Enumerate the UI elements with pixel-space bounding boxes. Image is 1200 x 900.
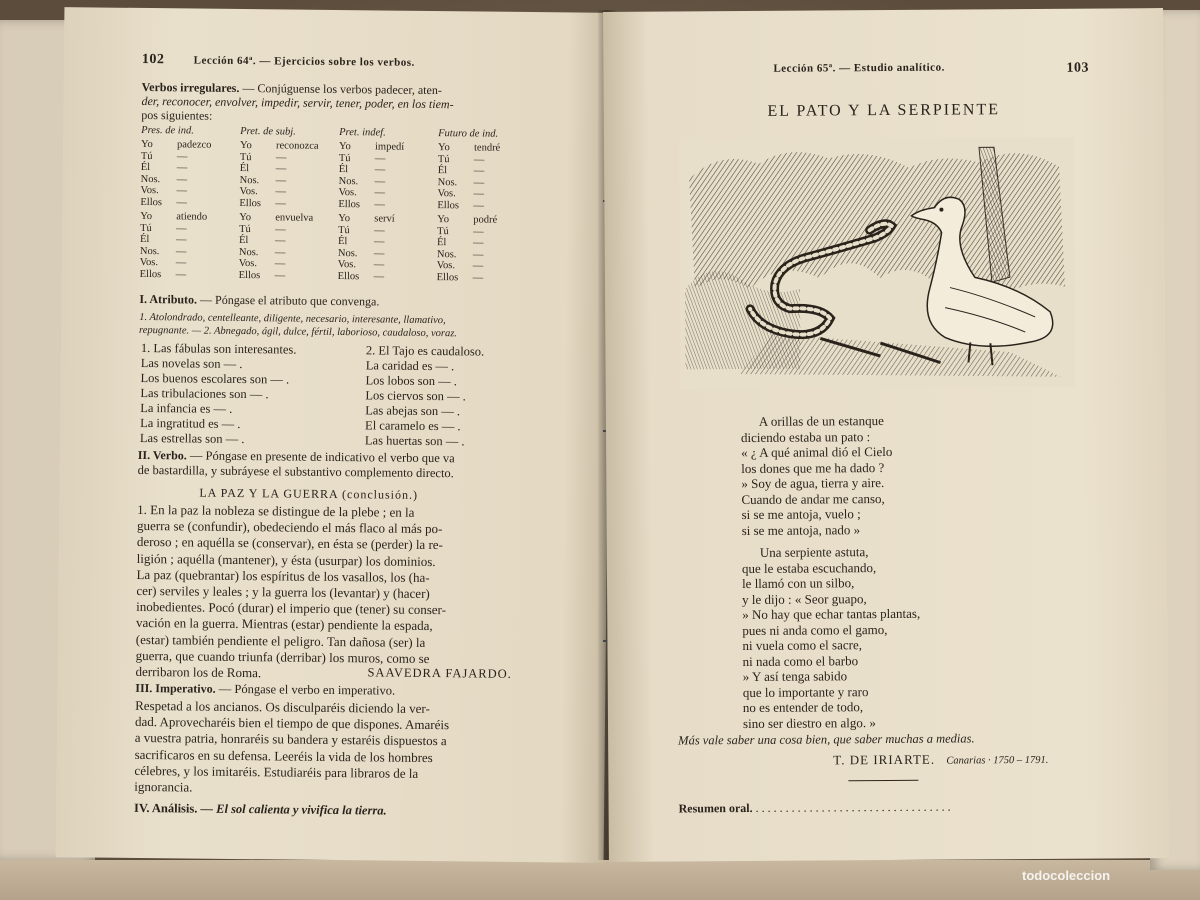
verb-form: — — [274, 258, 286, 270]
pronoun: Nos. — [338, 175, 359, 187]
left-page — [56, 7, 613, 863]
pronoun: Ellos — [337, 270, 360, 282]
verb-form: — — [373, 247, 385, 260]
pronoun: Tú — [239, 151, 252, 163]
pronoun: Nos. — [140, 173, 161, 185]
verb-form: reconozca — [275, 140, 319, 152]
conjugation-table-2 — [140, 211, 537, 284]
pronoun: Nos. — [337, 247, 358, 259]
imperative-passage — [134, 698, 545, 800]
exercise-column-1 — [140, 341, 366, 448]
verb-form: — — [274, 269, 286, 281]
verb-form: — — [175, 257, 187, 269]
pronoun: Ellos — [238, 269, 261, 281]
attribute-list-line-1: 1. Atolondrado, centelleante, diligente, necesario, interesante, llamativo, — [139, 311, 446, 327]
pronoun: Él — [139, 233, 150, 246]
exercise-sentence: Los buenos escolares son — . — [140, 370, 290, 387]
pronoun: Él — [140, 161, 151, 174]
verb-form: — — [472, 237, 484, 249]
verbs-intro — [141, 80, 454, 125]
right-page-number: 103 — [1066, 60, 1089, 76]
pronoun: Él — [436, 237, 447, 249]
poem-verse: Cuando de andar me canso, — [741, 490, 885, 507]
reading-title: LA PAZ Y LA GUERRA (conclusión.) — [199, 485, 419, 502]
poem-verse: « ¿ A qué animal dió el Cielo — [741, 443, 893, 461]
pronoun: Ellos — [437, 199, 460, 211]
verb-form: — — [275, 186, 287, 198]
reading-line: La paz (quebrantar) los espíritus de los vasallos, los (ha- — [136, 566, 430, 585]
poem-verse: y le dijo : « Seor guapo, — [742, 590, 867, 607]
pronoun: Nos. — [436, 248, 457, 260]
conjugation-table-1 — [140, 139, 537, 212]
exercise-sentence: 2. El Tajo es caudaloso. — [365, 343, 485, 359]
pronoun: Yo — [437, 142, 450, 154]
reading-line: derribaron los de Roma. — [135, 663, 262, 681]
right-page — [603, 8, 1169, 862]
verb-form: — — [473, 176, 485, 189]
reading-line: guerra, que cuando triunfa (derribar) los muros, como se — [135, 647, 430, 666]
pronoun: Nos. — [437, 176, 458, 188]
verb-form: tendré — [473, 142, 501, 154]
exercise-sentence: Las estrellas son — . — [139, 430, 245, 447]
pronoun: Yo — [437, 214, 450, 226]
pronoun: Él — [337, 236, 348, 248]
poem-author: T. DE IRIARTE. — [833, 751, 936, 768]
reading-line: ligión ; aquélla (mantener), y ésta (usurpar) los dominios. — [136, 550, 436, 569]
verb-form: envuelva — [275, 212, 314, 224]
poem-verse: que lo importante y raro — [742, 683, 869, 700]
tense-headers — [141, 125, 537, 141]
pronoun: Yo — [140, 138, 153, 151]
pronoun: Nos. — [239, 174, 260, 186]
attribute-exercise-columns — [140, 341, 591, 451]
pronoun: Ellos — [338, 198, 361, 210]
exercise-sentence: 1. Las fábulas son interesantes. — [140, 340, 297, 357]
exercise-column-2 — [365, 343, 591, 450]
verb-form: — — [275, 151, 287, 163]
poem-verse: que le estaba escuchando, — [741, 559, 877, 576]
pronoun: Yo — [239, 140, 252, 152]
reading-author: SAAVEDRA FAJARDO. — [367, 665, 512, 681]
section-2-line2: de bastardilla, y subráyese el substantivo complemento directo. — [137, 462, 454, 481]
verb-form: — — [175, 245, 187, 257]
tense-header: Pret. indef. — [339, 127, 386, 139]
section-1-title: I. Atributo. — [139, 291, 198, 307]
exercise-sentence: Las novelas son — . — [140, 355, 243, 372]
pronoun: Ellos — [139, 268, 162, 280]
imperative-line: dad. Aprovecharéis bien el tiempo de que dispones. Amaréis — [134, 714, 450, 733]
right-page-header: Lección 65ª. — Estudio analítico. — [773, 61, 945, 75]
verbs-intro-title: Verbos irregulares. — [141, 79, 240, 95]
section-1-heading — [139, 291, 379, 310]
pronoun: Tú — [338, 224, 350, 236]
reading-line: deroso ; en aquélla se (conservar), en ésta se (perder) la re- — [136, 534, 444, 553]
verb-form: — — [275, 223, 286, 235]
pronoun: Tú — [239, 223, 251, 235]
pronoun: Yo — [338, 213, 351, 225]
poem-verse: A orillas de un estanque — [758, 413, 884, 429]
verb-form: — — [275, 174, 287, 186]
watermark-text: todocoleccion — [1022, 868, 1111, 883]
pronoun: Tú — [338, 152, 351, 164]
exercise-sentence: Las huertas son — . — [364, 433, 465, 449]
verb-form: — — [275, 197, 286, 209]
pronoun: Vos. — [337, 259, 357, 271]
verb-form: — — [373, 236, 385, 248]
poem-verse: si se me antoja, nado » — [741, 521, 861, 538]
oral-summary-line — [679, 800, 951, 817]
verb-form: — — [275, 163, 287, 175]
pronoun: Vos. — [338, 187, 357, 199]
poem-moral: Más vale saber una cosa bien, que saber muchas a medias. — [678, 731, 975, 748]
imperative-line: a vuestra patria, honraréis su bandera y estaréis dispuestos a — [134, 730, 447, 749]
verb-form: — — [473, 153, 485, 166]
reading-line: guerra se (confundir), obedeciendo el más flaco al más po- — [136, 518, 443, 537]
verb-form: — — [373, 259, 385, 271]
pronoun: Nos. — [238, 246, 259, 258]
duck-and-serpent-engraving — [679, 137, 1076, 390]
verb-form: — — [472, 248, 484, 261]
reading-line: (estar) también pendiente el peligro. Tan dañosa (ser) la — [135, 631, 426, 650]
verb-form: — — [175, 234, 187, 246]
verb-form: — — [373, 270, 385, 283]
imperative-line: ignorancia. — [134, 778, 193, 795]
imperative-line: célebres, y los imitaréis. Estudiaréis para libraros de la — [134, 762, 419, 781]
pronoun: Vos. — [437, 188, 456, 200]
reading-line: cer) serviles y leales ; y la guerra los (levantar) y (hacer) — [136, 582, 430, 602]
verb-form: — — [472, 260, 484, 272]
poem-author-line — [833, 751, 1048, 770]
verb-form: — — [176, 173, 188, 185]
imperative-line: sacrificaros en su defensa. Leeréis la vida de los hombres — [134, 746, 433, 765]
verb-form: padezco — [176, 139, 212, 151]
pronoun: Yo — [140, 210, 153, 223]
reading-line: vación en la guerra. Mientras (estar) pendiente la espada, — [135, 615, 433, 634]
poem-verse: ni vuela como el sacre, — [742, 637, 862, 654]
verb-form: — — [176, 222, 187, 234]
section-3-text: — Póngase el verbo en imperativo. — [215, 681, 396, 698]
pronoun: Ellos — [140, 196, 163, 208]
left-page-header — [142, 52, 415, 71]
verb-form: podré — [473, 214, 498, 226]
exercise-sentence: Las tribulaciones son — . — [140, 385, 269, 402]
verb-form: serví — [374, 213, 395, 225]
verb-form: — — [473, 199, 484, 212]
reading-passage — [135, 502, 547, 685]
pronoun: Yo — [338, 141, 351, 153]
verb-form: — — [176, 162, 188, 174]
verb-form: — — [176, 185, 188, 197]
pronoun: Tú — [140, 150, 153, 162]
exercise-sentence: La ingratitud es — . — [140, 415, 241, 432]
pronoun: Vos. — [239, 185, 258, 198]
poem-verse: los dones que me ha dado ? — [741, 459, 885, 476]
tense-header: Pret. de subj. — [240, 126, 296, 138]
verb-form: — — [176, 150, 188, 162]
section-3-heading — [135, 680, 395, 699]
table-surface — [0, 860, 1200, 900]
poem-verse: » Y así tenga sabido — [742, 668, 848, 685]
pronoun: Nos. — [139, 245, 160, 257]
verb-form: — — [274, 235, 286, 247]
section-2-heading — [138, 448, 455, 481]
verb-form: — — [374, 152, 386, 165]
pronoun: Él — [338, 164, 349, 176]
pronoun: Tú — [140, 222, 152, 234]
imperative-line: Respetad a los ancianos. Os disculparéis diciendo la ver- — [135, 697, 430, 717]
tense-header: Pres. de ind. — [141, 124, 194, 137]
section-4-title: IV. Análisis. — [134, 800, 198, 816]
exercise-sentence: La infancia es — . — [140, 400, 233, 416]
verb-form: — — [473, 188, 485, 200]
pronoun: Tú — [437, 225, 449, 237]
verb-form: — — [374, 224, 385, 237]
poem-verse: le llamó con un silbo, — [741, 575, 855, 592]
section-3-title: III. Imperativo. — [135, 680, 216, 696]
section-2-title: II. Verbo. — [137, 447, 187, 463]
pronoun: Ellos — [239, 197, 262, 209]
poem-verse: no es entender de todo, — [742, 699, 864, 716]
attribute-list-line-2: repugnante. — 2. Abnegado, ágil, dulce, fértil, laborioso, caudaloso, voraz. — [139, 324, 458, 340]
pronoun: Él — [437, 165, 448, 177]
exercise-sentence: La caridad es — . — [365, 358, 455, 374]
poem-verse: si se me antoja, vuelo ; — [741, 506, 861, 523]
verb-form: — — [176, 196, 187, 208]
section-2-text: — Póngase en presente de indicativo el verbo que va — [186, 448, 455, 466]
pronoun: Vos. — [436, 260, 456, 272]
verb-form: — — [374, 175, 386, 188]
left-header-title: Lección 64ª. — Ejercicios sobre los verbos. — [193, 54, 415, 69]
verb-form: — — [274, 246, 286, 258]
verbs-intro-text: — Conjúguense los verbos padecer, aten- — [239, 80, 442, 98]
poem-verse: pues ni anda como el gamo, — [742, 621, 888, 638]
pronoun: Yo — [239, 211, 252, 224]
poem-author-dates: Canarias · 1750 – 1791. — [946, 754, 1049, 767]
section-1-text: — Póngase el atributo que convenga. — [197, 292, 380, 309]
pronoun: Vos. — [139, 256, 159, 269]
pronoun: Él — [239, 162, 250, 175]
exercise-sentence: Los ciervos son — . — [365, 388, 466, 404]
verbs-intro-line2: der, reconocer, envolver, impedir, servir, tener, poder, en los tiem- — [141, 93, 454, 112]
exercise-sentence: El caramelo es — . — [365, 418, 461, 434]
left-page-number: 102 — [141, 51, 165, 68]
poem-verse: sino ser diestro en algo. » — [742, 714, 876, 731]
poem-verse: diciendo estaba un pato : — [740, 428, 871, 445]
section-4-heading — [134, 800, 387, 819]
exercise-sentence: Las abejas son — . — [365, 403, 461, 419]
verb-form: — — [374, 187, 386, 199]
verb-form: atiendo — [176, 211, 208, 223]
poem-verse: » No hay que echar tantas plantas, — [742, 605, 921, 623]
poem-title: EL PATO Y LA SERPIENTE — [767, 101, 1001, 120]
reading-line: inobedientes. Pocó (durar) el imperio que (tener) su conser- — [136, 599, 447, 618]
attribute-word-list — [139, 311, 457, 340]
summary-dots: . . . . . . . . . . . . . . . . . . . . . . . . . . . . . . . . . — [755, 799, 951, 815]
poem-verse: » Soy de agua, tierra y aire. — [741, 475, 885, 492]
pronoun: Vos. — [140, 184, 159, 197]
verb-form: — — [374, 198, 385, 211]
verbs-intro-line3: pos siguientes: — [141, 107, 213, 123]
verb-form: — — [473, 165, 485, 177]
exercise-sentence: Los lobos son — . — [365, 373, 457, 389]
poem-stanza-1 — [741, 413, 893, 538]
tense-header: Futuro de ind. — [438, 128, 499, 140]
pronoun: Ellos — [436, 271, 459, 283]
pronoun: Él — [238, 234, 249, 247]
verb-form: impedí — [374, 141, 405, 153]
poem-stanza-2 — [742, 544, 921, 731]
section-4-text: — El sol calienta y vivifica la tierra. — [197, 801, 387, 818]
pronoun: Vos. — [238, 257, 258, 270]
divider-rule — [848, 780, 918, 781]
poem-verse: Una serpiente astuta, — [759, 544, 869, 560]
reading-line: 1. En la paz la nobleza se distingue de la plebe ; en la — [137, 501, 415, 520]
summary-label: Resumen oral. — [678, 800, 753, 816]
verb-form: — — [175, 268, 187, 280]
verb-form: — — [472, 271, 484, 284]
verb-form: — — [374, 164, 386, 176]
verb-form: — — [473, 225, 484, 238]
pronoun: Tú — [437, 153, 450, 165]
poem-verse: ni nada como el barbo — [742, 652, 859, 669]
